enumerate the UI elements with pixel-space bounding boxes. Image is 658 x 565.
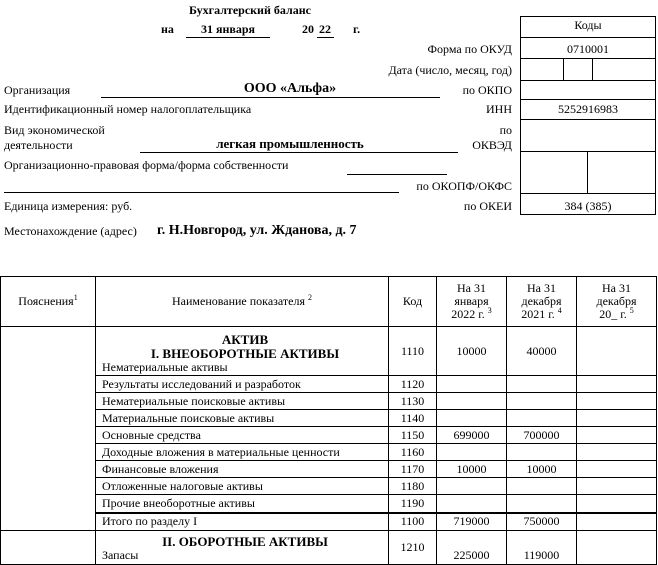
unit-label: Единица измерения: руб. [4,199,133,213]
row-code: 1210 [389,531,437,565]
header-name: Наименование показателя $^2$ [96,277,389,327]
section1-heading-b: I. ВНЕОБОРОТНЫЕ АКТИВЫ [150,346,340,361]
row-name [96,531,389,565]
notes-cell [1,531,96,565]
row-value-prev [577,444,657,461]
row-value-2022 [437,376,507,393]
header-code: Код [389,277,437,327]
row-value-2021: 700000 [507,427,577,444]
table-row [1,495,657,513]
date-field-label: Дата (число, месяц, год) [388,63,512,77]
row-code: 1160 [389,444,437,461]
row-value-prev [577,410,657,427]
row-value-2022: 225000 [437,531,507,565]
row-value-2022 [437,393,507,410]
row-value-2021: 10000 [507,461,577,478]
year-unit: г. [353,22,361,36]
header-notes: Пояснения$^1$ [1,277,96,327]
row-code: 1140 [389,410,437,427]
row-name: Основные средства [96,427,389,444]
row-value-prev [577,495,657,513]
row-name: Прочие внеоборотные активы [96,495,389,513]
row-code: 1130 [389,393,437,410]
row-value-2021: 40000 [507,327,577,376]
codes-divider [520,193,656,194]
row-code: 1120 [389,376,437,393]
inn-label: ИНН [486,102,512,116]
codes-vdivider [587,151,588,193]
row-name: Итого по разделу I [96,513,389,531]
codes-divider [520,99,656,100]
row-value-2022 [437,495,507,513]
activity-label-1: Вид экономической [4,123,105,137]
activity-label-2: деятельности [4,138,73,152]
row-value-prev [577,327,657,376]
row-value-prev [577,513,657,531]
address-value: г. Н.Новгород, ул. Жданова, д. 7 [157,223,357,238]
header-col2: На 31 декабря 2021 г. $^4$ [507,277,577,327]
row-name: Отложенные налоговые активы [96,478,389,495]
okei-label: по ОКЕИ [463,199,512,213]
row-value-2022: 10000 [437,461,507,478]
row-value-prev [577,531,657,565]
row-value-2022 [437,444,507,461]
header-col3: На 31 декабря 20_ г. $^5$ [577,277,657,327]
row-value-2021 [507,444,577,461]
row-label: Запасы [102,548,139,562]
codes-divider [520,58,656,59]
table-row [1,410,657,427]
table-row [1,444,657,461]
codes-divider [520,80,656,81]
row-code: 1180 [389,478,437,495]
codes-divider [520,37,656,38]
row-name: Материальные поисковые активы [96,410,389,427]
row-value-2021: 119000 [507,531,577,565]
row-value-2021 [507,393,577,410]
section2-heading: II. ОБОРОТНЫЕ АКТИВЫ [162,534,328,549]
inn-value: 5252916983 [558,102,618,116]
year-prefix: 20 [302,22,314,36]
codes-divider [520,119,656,120]
row-value-2022: 699000 [437,427,507,444]
table-row [1,393,657,410]
okopf-label: по ОКОПФ/ОКФС [416,179,512,193]
row-value-prev [577,393,657,410]
row-value-prev [577,478,657,495]
legal-form-label: Организационно-правовая форма/форма собственности [4,158,289,172]
row-value-2022: 719000 [437,513,507,531]
row-code: 1150 [389,427,437,444]
row-code: 1190 [389,495,437,513]
row-value-2022: 10000 [437,327,507,376]
row-value-2021: 750000 [507,513,577,531]
year-underline [317,37,334,38]
row-value-2021 [507,376,577,393]
legal-form-underline-2 [4,192,399,193]
row-name: Нематериальные поисковые активы [96,393,389,410]
table-row [1,327,657,376]
inn-label-left: Идентификационный номер налогоплательщика [4,102,252,116]
row-name: Доходные вложения в материальные ценности [96,444,389,461]
okei-value: 384 (385) [564,199,612,213]
row-value-prev [577,461,657,478]
balance-table [0,276,657,565]
codes-title: Коды [574,18,602,32]
codes-vdivider [592,58,593,80]
date-on-label: на [161,22,174,36]
codes-vdivider [563,58,564,80]
row-code: 1170 [389,461,437,478]
report-date: 31 января [200,22,256,36]
okpo-label: по ОКПО [462,83,512,97]
table-header-row [1,277,657,327]
address-label: Местонахождение (адрес) [4,224,137,238]
row-name: Результаты исследований и разработок [96,376,389,393]
codes-divider [520,151,656,152]
org-label: Организация [4,83,71,97]
org-underline [101,97,440,98]
okud-label: Форма по ОКУД [427,42,512,56]
header-col1: На 31 января 2022 г. $^3$ [437,277,507,327]
table-row [1,531,657,565]
legal-form-underline-1 [347,174,447,175]
okved-label-2: ОКВЭД [472,138,512,152]
table-row [1,427,657,444]
okud-value: 0710001 [567,42,609,56]
table-row-total [1,513,657,531]
okved-label-1: по [499,123,512,137]
row-value-prev [577,376,657,393]
row-name [96,327,389,376]
table-row [1,478,657,495]
row-value-2021 [507,410,577,427]
row-name: Финансовые вложения [96,461,389,478]
row-value-2022 [437,478,507,495]
row-value-2022 [437,410,507,427]
org-value: ООО «Альфа» [243,81,337,96]
activity-value: легкая промышленность [216,136,364,151]
row-value-2021 [507,495,577,513]
table-row [1,461,657,478]
date-underline [186,37,270,38]
row-code: 1110 [389,327,437,376]
section1-heading-a: АКТИВ [221,332,269,347]
row-value-prev [577,427,657,444]
table-row [1,376,657,393]
year-suffix: 22 [319,22,331,36]
notes-cell [1,327,96,531]
doc-title: Бухгалтерский баланс [189,3,311,17]
row-label: Нематериальные активы [102,360,228,374]
row-code: 1100 [389,513,437,531]
row-value-2021 [507,478,577,495]
activity-underline [140,152,458,153]
